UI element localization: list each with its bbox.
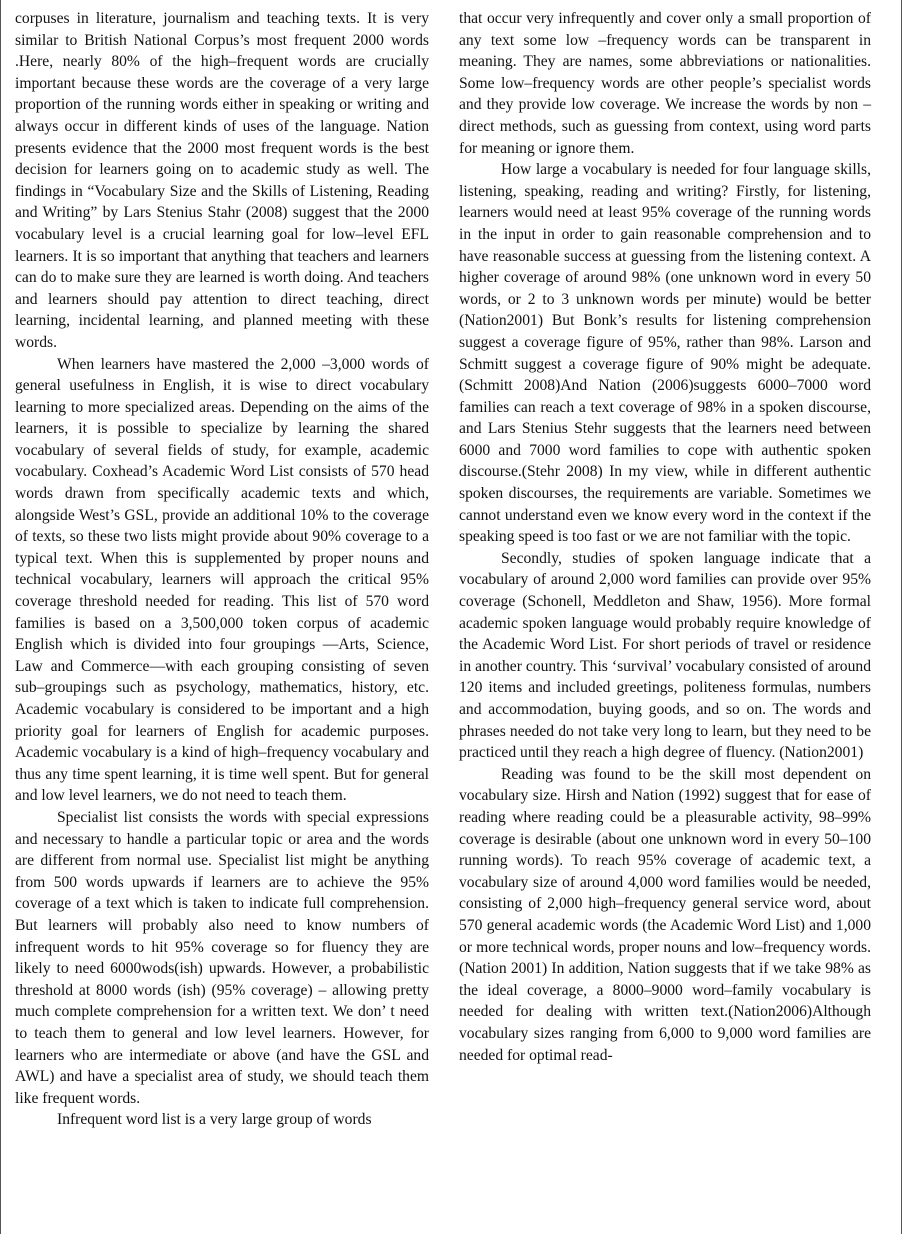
left-column bbox=[15, 8, 429, 1131]
paragraph: Specialist list consists the words with special expressions and necessary to handle a particular topic or area and the words are different from normal use. Specialist list might be anything from 500 words upwards if learners are to achieve the 95% coverage of a text which is taken to indicate full comprehension. But learners will probably also need to know numbers of infrequent words to hit 95% coverage so for fluency they are likely to need 6000wods(ish) upwards. However, a probabilistic threshold at 8000 words (ish) (95% coverage) – allowing pretty much complete comprehension for a written text. We don’ t need to teach them to general and low level learners. However, for learners who are intermediate or above (and have the GSL and AWL) and have a specialist area of study, we should teach them like frequent words. bbox=[15, 808, 429, 1107]
paragraph: Secondly, studies of spoken language indicate that a vocabulary of around 2,000 word families can provide over 95% coverage (Schonell, Meddleton and Shaw, 1956). More formal academic spoken language would probably require knowledge of the Academic Word List. For short periods of travel or residence in another country. This ‘survival’ vocabulary consisted of around 120 items and included greetings, politeness formulas, numbers and accommodation, buying goods, and so on. The words and phrases needed do not take very long to learn, but they need to be practiced until they reach a high degree of fluency. (Nation2001) bbox=[459, 549, 871, 762]
right-column bbox=[459, 8, 871, 1066]
paragraph: Reading was found to be the skill most dependent on vocabulary size. Hirsh and Nation (1992) suggest that for ease of reading where reading could be a pleasurable activity, 98–99% coverage is desirable (about one unknown word in every 50–100 running words). To reach 95% coverage of academic text, a vocabulary size of around 4,000 word families would be needed, consisting of 2,000 high–frequency general service word, about 570 general academic words (the Academic Word List) and 1,000 or more technical words, proper nouns and low–frequency words.(Nation 2001) In addition, Nation suggests that if we take 98% as the ideal coverage, a 8000–9000 word–family vocabulary is needed for dealing with written text.(Nation2006)Although vocabulary sizes ranging from 6,000 to 9,000 word families are needed for optimal read- bbox=[459, 765, 871, 1064]
paragraph: When learners have mastered the 2,000 –3,000 words of general usefulness in English, it is wise to direct vocabulary learning to more specialized areas. Depending on the aims of the learners, it is possible to specialize by learning the shared vocabulary of several fields of study, for example, academic vocabulary. Coxhead’s Academic Word List consists of 570 head words drawn from specifically academic texts and which, alongside West’s GSL, provide an additional 10% to the coverage of texts, so these two lists might provide about 90% coverage to a typical text. When this is supplemented by proper nouns and technical vocabulary, learners will approach the critical 95% coverage threshold needed for reading. This list of 570 word families is based on a 3,500,000 token corpus of academic English which is divided into four groupings —Arts, Science, Law and Commerce—with each grouping consisting of seven sub–groupings such as psychology, mathematics, history, etc. Academic vocabulary is considered to be important and a high priority goal for learners of English for academic purposes. Academic vocabulary is a kind of high–frequency vocabulary and thus any time spent learning, it is time well spent. But for general and low level learners, we do not need to teach them. bbox=[15, 355, 429, 805]
paragraph: that occur very infrequently and cover only a small proportion of any text some low –frequency words can be transparent in meaning. They are names, some abbreviations or nationalities. Some low–frequency words are other people’s specialist words and they provide low coverage. We increase the words by non –direct methods, such as guessing from context, using word parts for meaning or ignore them. bbox=[459, 10, 871, 157]
paragraph: corpuses in literature, journalism and teaching texts. It is very similar to British National Corpus’s most frequent 2000 words .Here, nearly 80% of the high–frequent words are crucially important because these words are the coverage of a very large proportion of the running words either in speaking or writing and always occur in different kinds of uses of the language. Nation presents evidence that the 2000 most frequent words is the best decision for learners going on to academic study as well. The findings in “Vocabulary Size and the Skills of Listening, Reading and Writing” by Lars Stenius Stahr (2008) suggest that the 2000 vocabulary level is a crucial learning goal for low–level EFL learners. It is so important that anything that teachers and learners can do to make sure they are learned is worth doing. And teachers and learners should pay attention to direct teaching, direct learning, incidental learning, and planned meeting with these words. bbox=[15, 10, 429, 351]
paragraph: Infrequent word list is a very large group of words bbox=[57, 1111, 372, 1129]
paragraph: How large a vocabulary is needed for four language skills, listening, speaking, reading and writing? Firstly, for listening, learners would need at least 95% coverage of the running words in the input in order to gain reasonable comprehension and to have reasonable success at guessing from the listening context. A higher coverage of around 98% (one unknown word in every 50 words, or 2 to 3 unknown words per minute) would be better (Nation2001) But Bonk’s results for listening comprehension suggest a coverage figure of 95%, rather than 98%. Larson and Schmitt suggest a coverage figure of 90% might be adequate. (Schmitt 2008)And Nation (2006)suggests 6000–7000 word families can reach a text coverage of 98% in a spoken discourse, and Lars Stenius Stehr suggests that the learners need between 6000 and 7000 word families to cope with authentic spoken discourse.(Stehr 2008) In my view, while in different authentic spoken discourses, the requirements are variable. Sometimes we cannot understand even we know every word in the context if the speaking speed is too fast or we are not familiar with the topic. bbox=[459, 161, 871, 546]
